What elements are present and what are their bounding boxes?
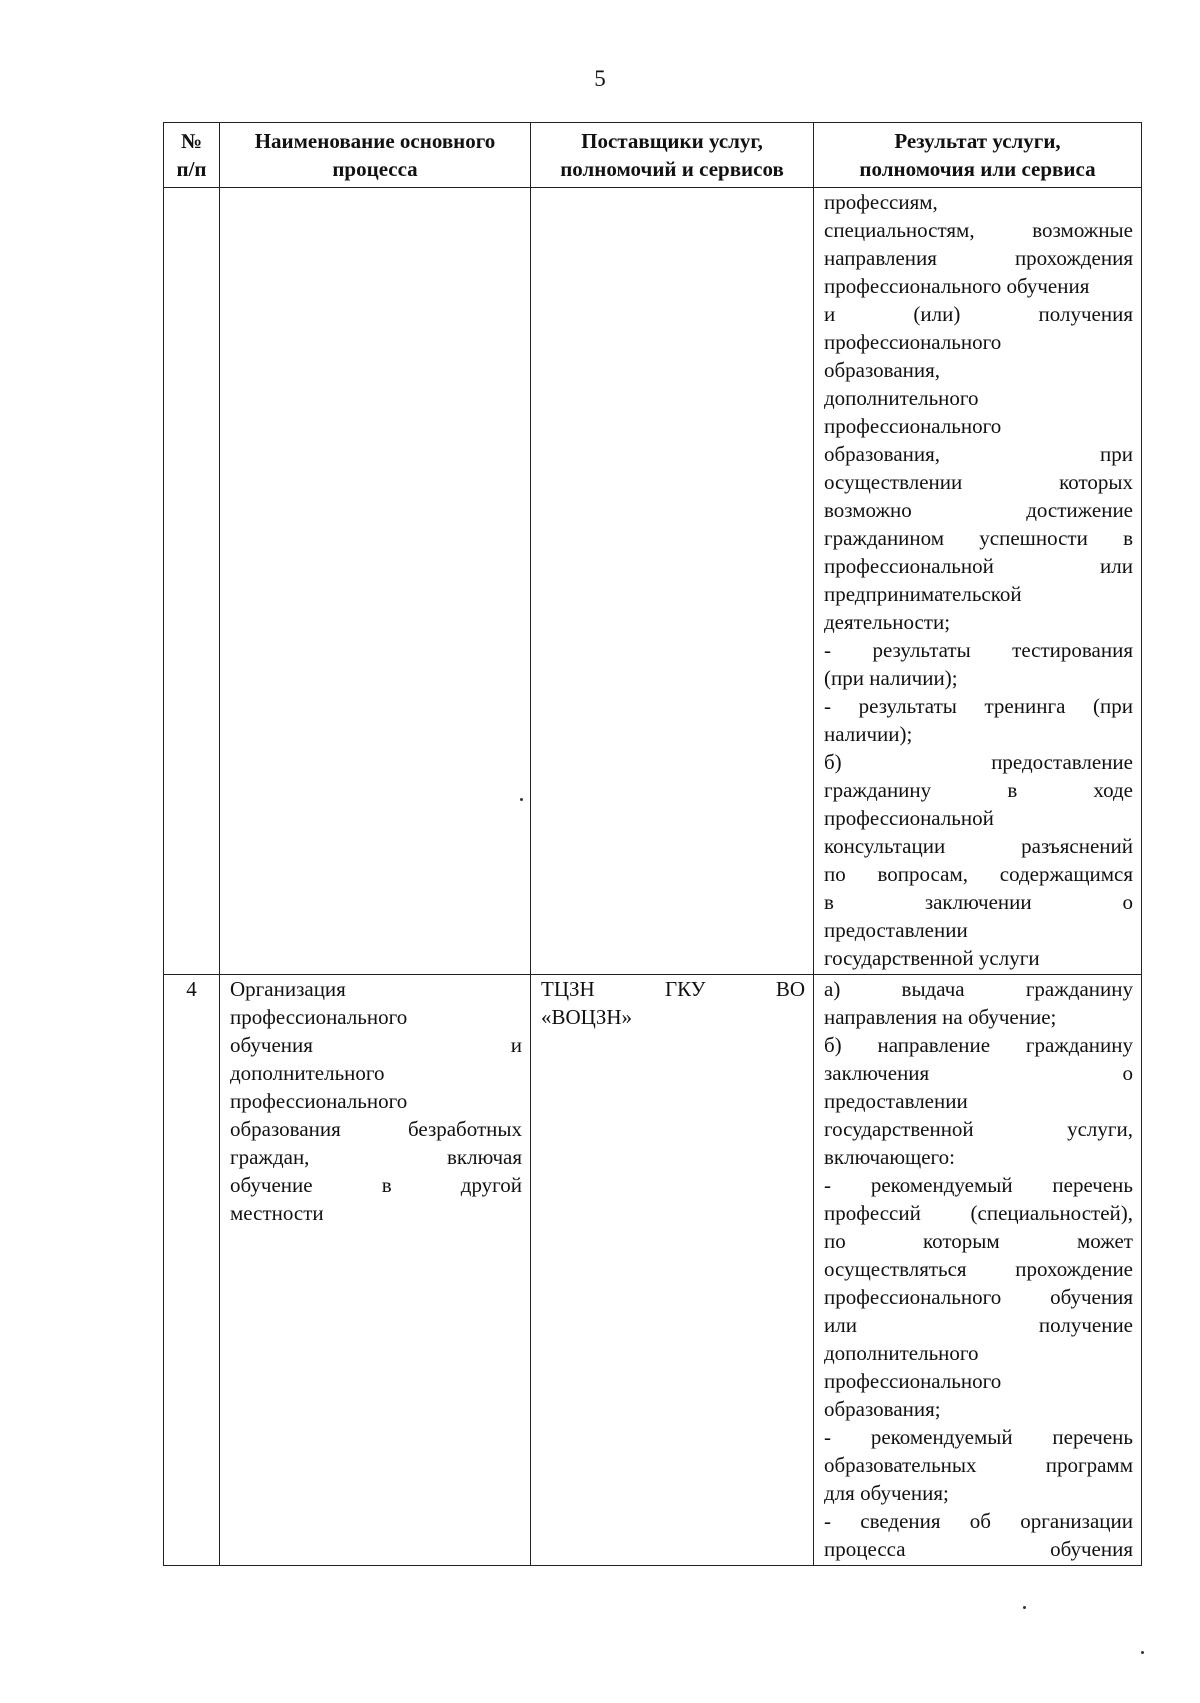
text-line: профессий (специальностей), <box>824 1201 1133 1225</box>
text-line: профессионального <box>230 1005 408 1029</box>
header-number: № п/п <box>164 123 220 188</box>
process-text <box>230 975 522 1227</box>
text-line: и (или) получения <box>824 302 1133 326</box>
text-line: включающего: <box>824 1145 955 1169</box>
table-row <box>164 975 1142 1566</box>
text-line: предоставлении <box>824 918 968 942</box>
providers-text <box>541 975 805 1031</box>
result-text <box>824 975 1133 1563</box>
text-line: профессиональной <box>824 806 994 830</box>
text-line: - сведения об организации <box>824 1509 1133 1533</box>
text-line: (при наличии); <box>824 666 958 690</box>
text-line: осуществлении которых <box>824 470 1133 494</box>
text-line: по которым может <box>824 1229 1133 1253</box>
text-line: профессионального <box>824 330 1002 354</box>
text-line: - результаты тренинга (при <box>824 694 1133 718</box>
text-line: ТЦЗН ГКУ ВО <box>541 977 805 1001</box>
text-line: процесса обучения <box>824 1537 1133 1561</box>
table-header-row <box>164 123 1142 188</box>
text-line: для обучения; <box>824 1481 949 1505</box>
text-line: специальностям, возможные <box>824 218 1133 242</box>
header-result: Результат услуги, полномочия или сервиса <box>814 123 1142 188</box>
text-line: образования; <box>824 1397 941 1421</box>
text-line: профессионального обучения <box>824 1285 1133 1309</box>
text-line: осуществляться прохождение <box>824 1257 1133 1281</box>
row-providers-cell <box>531 975 814 1566</box>
text-line: заключения о <box>824 1061 1133 1085</box>
text-line: местности <box>230 1201 324 1225</box>
text-line: образования, <box>824 358 941 382</box>
header-process: Наименование основного процесса <box>220 123 531 188</box>
text-line: государственной услуги <box>824 946 1040 970</box>
text-line: наличии); <box>824 722 913 746</box>
text-line: дополнительного <box>230 1061 385 1085</box>
text-line: или получение <box>824 1313 1133 1337</box>
text-line: профессиональной или <box>824 554 1133 578</box>
text-line: образования безработных <box>230 1117 522 1141</box>
header-providers: Поставщики услуг, полномочий и сервисов <box>531 123 814 188</box>
text-line: консультации разъяснений <box>824 834 1133 858</box>
services-table <box>163 122 1142 1566</box>
scan-speck <box>1141 1651 1144 1654</box>
row-number-cell: 4 <box>164 975 220 1566</box>
text-line: деятельности; <box>824 610 951 634</box>
row-process-cell <box>220 188 531 975</box>
table-row <box>164 188 1142 975</box>
text-line: государственной услуги, <box>824 1117 1133 1141</box>
text-line: профессионального обучения <box>824 274 1090 298</box>
text-line: а) выдача гражданину <box>824 977 1133 1001</box>
text-line: гражданину в ходе <box>824 778 1133 802</box>
row-process-cell <box>220 975 531 1566</box>
text-line: направления прохождения <box>824 246 1133 270</box>
text-line: направления на обучение; <box>824 1005 1057 1029</box>
row-result-cell <box>814 188 1142 975</box>
text-line: граждан, включая <box>230 1145 522 1169</box>
text-line: б) направление гражданину <box>824 1033 1133 1057</box>
text-line: в заключении о <box>824 890 1133 914</box>
text-line: возможно достижение <box>824 498 1133 522</box>
text-line: - рекомендуемый перечень <box>824 1425 1133 1449</box>
text-line: обучение в другой <box>230 1173 522 1197</box>
text-line: по вопросам, содержащимся <box>824 862 1133 886</box>
text-line: Организация <box>230 977 346 1001</box>
text-line: образовательных программ <box>824 1453 1133 1477</box>
row-number-cell <box>164 188 220 975</box>
scan-speck <box>520 798 523 801</box>
text-line: образования, при <box>824 442 1133 466</box>
text-line: предоставлении <box>824 1089 968 1113</box>
text-line: дополнительного <box>824 1341 979 1365</box>
text-line: «ВОЦЗН» <box>541 1005 633 1029</box>
text-line: б) предоставление <box>824 750 1133 774</box>
scan-speck <box>1023 1606 1026 1609</box>
text-line: гражданином успешности в <box>824 526 1133 550</box>
text-line: предпринимательской <box>824 582 1022 606</box>
text-line: профессионального <box>824 414 1002 438</box>
text-line: дополнительного <box>824 386 979 410</box>
text-line: профессионального <box>230 1089 408 1113</box>
row-providers-cell <box>531 188 814 975</box>
text-line: - рекомендуемый перечень <box>824 1173 1133 1197</box>
row-result-cell <box>814 975 1142 1566</box>
text-line: профессиям, <box>824 190 938 214</box>
result-text <box>824 188 1133 972</box>
page-number: 5 <box>594 66 606 91</box>
text-line: профессионального <box>824 1369 1002 1393</box>
text-line: обучения и <box>230 1033 522 1057</box>
text-line: - результаты тестирования <box>824 638 1133 662</box>
